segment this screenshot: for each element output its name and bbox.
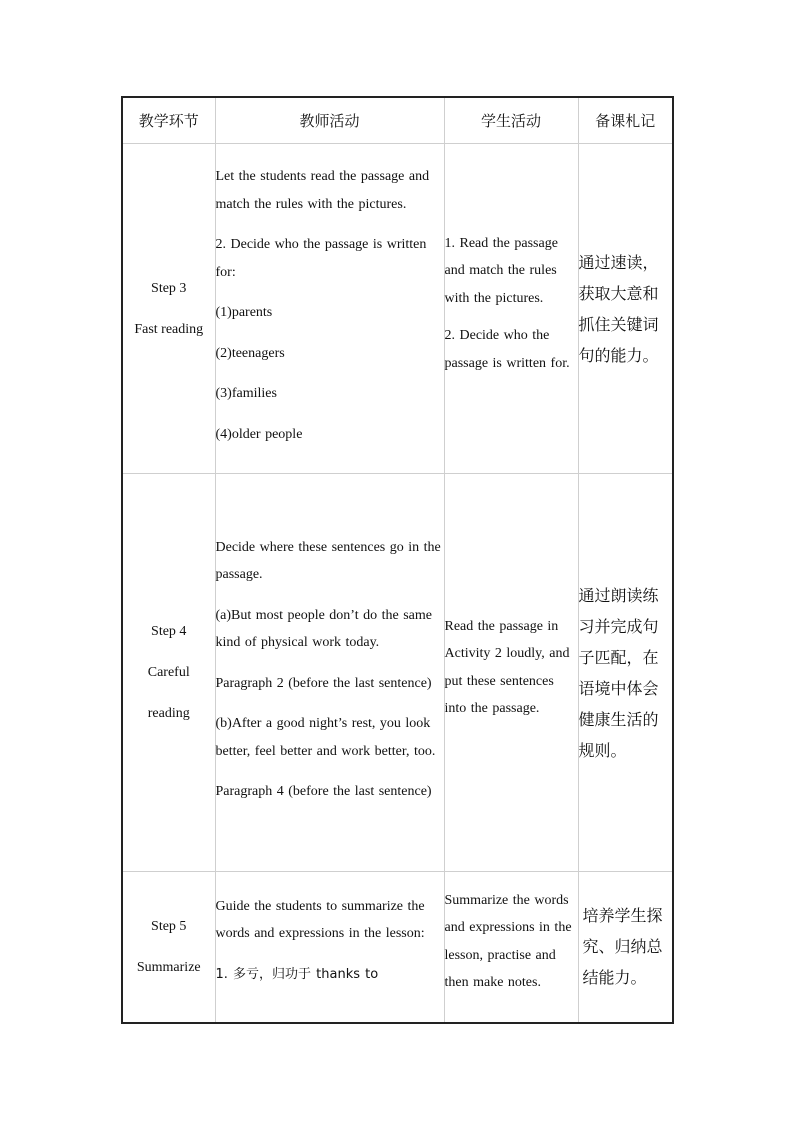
table-row — [122, 872, 673, 1023]
notes-cell: 培养学生探究、归纳总结能力。 — [578, 872, 673, 1023]
teacher-text: Paragraph 4 (before the last sentence) — [215, 784, 432, 799]
table-row — [122, 474, 673, 872]
teacher-text: (4)older people — [215, 426, 303, 442]
student-activity-cell — [444, 144, 578, 474]
teacher-text: (a)But most people don’t do the same kind of physical work today. — [215, 607, 432, 650]
teacher-text: Guide the students to summarize the words and expressions in the lesson: — [215, 898, 425, 941]
step-cell — [122, 474, 215, 872]
header-lesson-notes: 备课札记 — [578, 97, 673, 144]
step-number: Step 5 — [151, 918, 187, 934]
step-title: Summarize — [136, 959, 201, 975]
teacher-text: 1. 多亏，归功于 thanks to — [215, 966, 379, 982]
teacher-text: (b)After a good night’s rest, you look better, feel better and work better, too. — [215, 716, 436, 759]
notes-cell: 通过速读，获取大意和抓住关键词句的能力。 — [578, 144, 673, 474]
teacher-text: 2. Decide who the passage is written for: — [215, 237, 427, 280]
teacher-activity-cell — [215, 872, 444, 1023]
table-row — [122, 144, 673, 474]
step-title: reading — [147, 706, 190, 721]
step-title: Fast reading — [134, 321, 204, 337]
teacher-activity-cell — [215, 474, 444, 872]
teacher-text: (3)families — [215, 386, 277, 401]
student-text: 1. Read the passage and match the rules with the pictures. — [444, 235, 558, 306]
step-cell — [122, 872, 215, 1023]
notes-cell: 通过朗读练习并完成句子匹配，在语境中体会健康生活的规则。 — [578, 474, 673, 872]
header-teacher-activity: 教师活动 — [215, 97, 444, 144]
student-activity-cell — [444, 872, 578, 1023]
student-text: 2. Decide who the passage is written for. — [444, 328, 570, 371]
teacher-text: (2)teenagers — [215, 345, 285, 361]
step-number: Step 4 — [151, 624, 187, 639]
teacher-text: Let the students read the passage and match the rules with the pictures. — [215, 169, 430, 212]
lesson-plan-table — [121, 96, 674, 1024]
teacher-text: (1)parents — [215, 305, 273, 320]
teacher-text: Paragraph 2 (before the last sentence) — [215, 675, 432, 691]
teacher-activity-cell — [215, 144, 444, 474]
step-cell — [122, 144, 215, 474]
student-activity-cell — [444, 474, 578, 872]
teacher-text: Decide where these sentences go in the passage. — [215, 539, 441, 582]
header-student-activity: 学生活动 — [444, 97, 578, 144]
student-text: Read the passage in Activity 2 loudly, and put these sentences into the passage. — [444, 618, 570, 716]
student-text: Summarize the words and expressions in the lesson, practise and then make notes. — [444, 892, 572, 991]
step-title: Careful — [147, 665, 190, 680]
header-row — [122, 97, 673, 144]
header-teaching-stage: 教学环节 — [122, 97, 215, 144]
step-number: Step 3 — [151, 280, 187, 296]
